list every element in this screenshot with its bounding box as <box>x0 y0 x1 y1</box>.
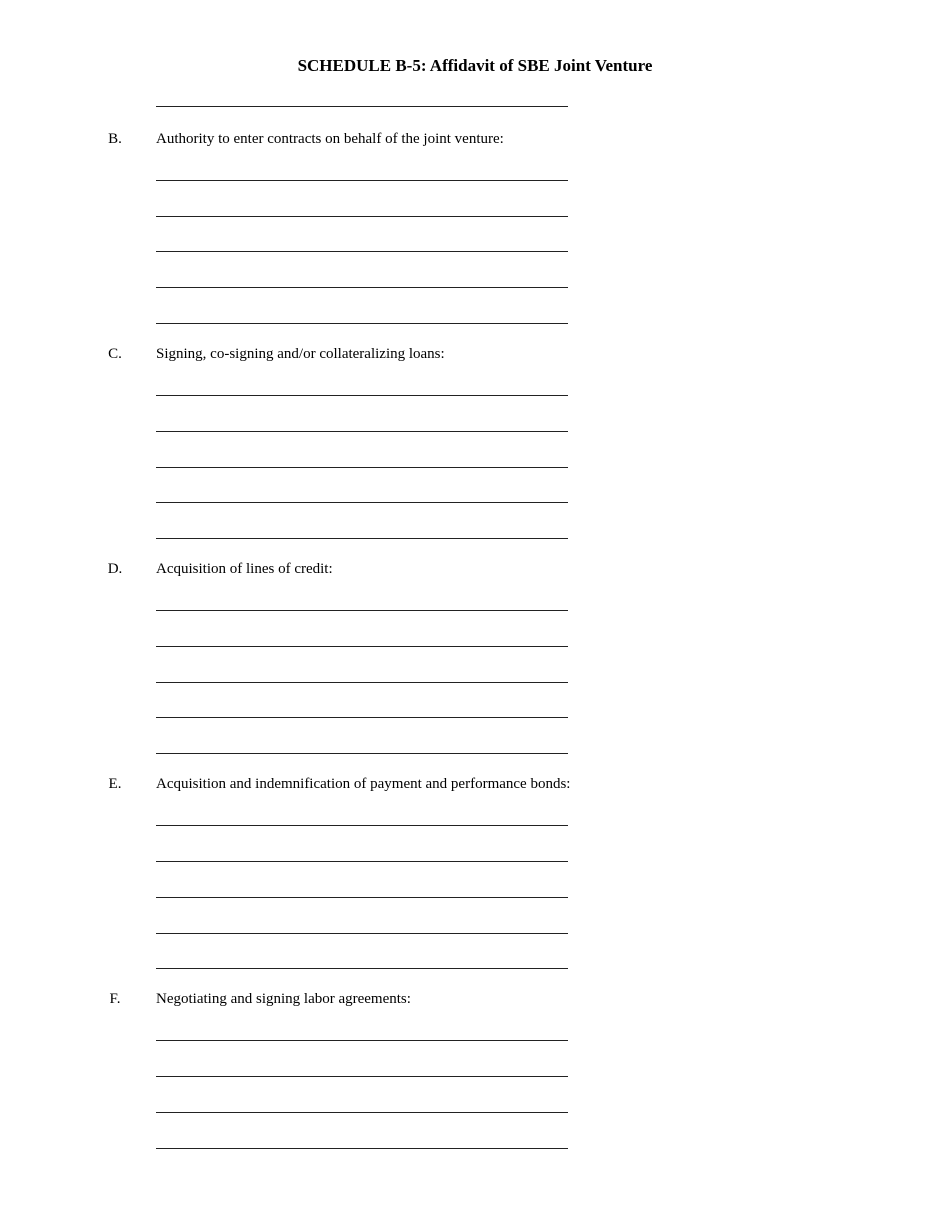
blank-line[interactable] <box>156 610 568 611</box>
blank-line[interactable] <box>156 646 568 647</box>
blank-line[interactable] <box>156 538 568 539</box>
blank-line[interactable] <box>156 1148 568 1149</box>
page-title: SCHEDULE B-5: Affidavit of SBE Joint Venture <box>297 56 653 75</box>
blank-line[interactable] <box>156 1076 568 1077</box>
section-label: Negotiating and signing labor agreements: <box>156 991 411 1007</box>
blank-line[interactable] <box>156 1112 568 1113</box>
blank-line[interactable] <box>156 1040 568 1041</box>
blank-line[interactable] <box>156 395 568 396</box>
blank-line[interactable] <box>156 861 568 862</box>
section-label: Acquisition and indemnification of payment and performance bonds: <box>156 776 571 792</box>
blank-line[interactable] <box>156 968 568 969</box>
blank-line[interactable] <box>156 251 568 252</box>
blank-line[interactable] <box>156 682 568 683</box>
blank-line[interactable] <box>156 467 568 468</box>
blank-line[interactable] <box>156 431 568 432</box>
section-label: Signing, co-signing and/or collateralizing loans: <box>156 346 445 362</box>
section-letter: F. <box>109 991 121 1007</box>
blank-line[interactable] <box>156 753 568 754</box>
blank-line[interactable] <box>156 825 568 826</box>
section-label: Acquisition of lines of credit: <box>156 561 333 577</box>
blank-line[interactable] <box>156 216 568 217</box>
blank-line[interactable] <box>156 180 568 181</box>
section-letter: B. <box>108 131 122 147</box>
section-letter: C. <box>108 346 122 362</box>
section-letter: D. <box>107 561 123 577</box>
blank-line[interactable] <box>156 502 568 503</box>
blank-line[interactable] <box>156 323 568 324</box>
section-letter: E. <box>108 776 122 792</box>
blank-line[interactable] <box>156 897 568 898</box>
section-label: Authority to enter contracts on behalf of the joint venture: <box>156 131 504 147</box>
blank-line[interactable] <box>156 717 568 718</box>
blank-line[interactable] <box>156 933 568 934</box>
blank-line[interactable] <box>156 106 568 107</box>
blank-line[interactable] <box>156 287 568 288</box>
